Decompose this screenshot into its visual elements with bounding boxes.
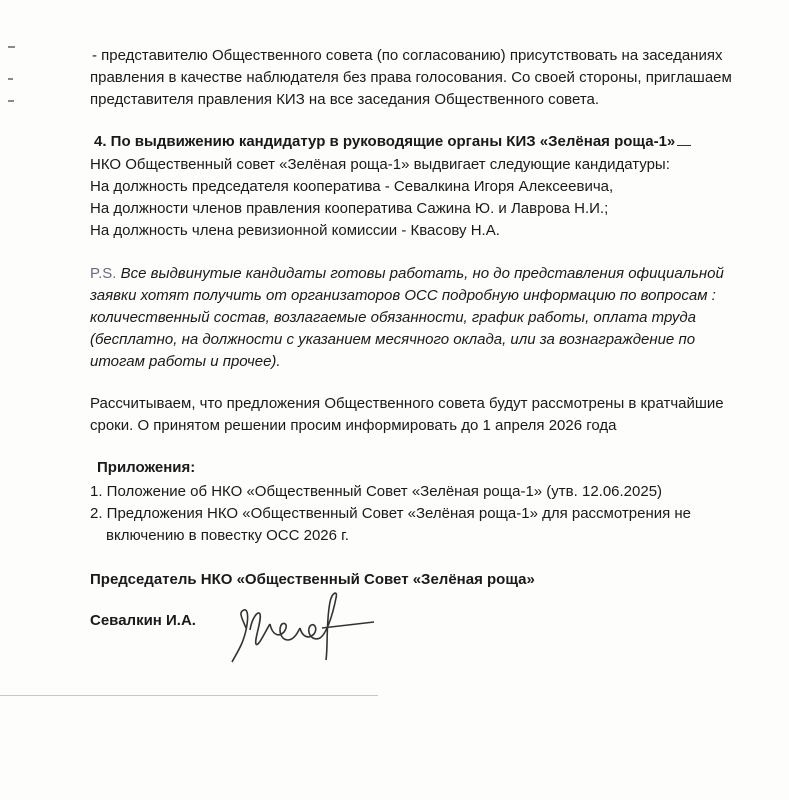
- attachment-item: 1. Положение об НКО «Общественный Совет «Зелёная роща-1» (утв. 12.06.2025): [90, 483, 663, 500]
- ps-line: заявки хотят получить от организаторов ОСС подробную информацию по вопросам :: [90, 287, 716, 304]
- ps-text: Все выдвинутые кандидаты готовы работать, но до представления официальной: [120, 265, 724, 282]
- signatory-title: Председатель НКО «Общественный Совет «Зелёная роща»: [90, 571, 535, 588]
- ps-label: P.S.: [90, 265, 117, 282]
- paragraph-line: представителя правления КИЗ на все заседания Общественного совета.: [90, 91, 600, 108]
- nomination-line: НКО Общественный совет «Зелёная роща-1» выдвигает следующие кандидатуры:: [90, 156, 670, 173]
- attachments-heading: Приложения:: [97, 459, 196, 476]
- paragraph-line: - представителю Общественного совета (по согласованию) присутствовать на заседаниях: [92, 47, 723, 64]
- signatory-name: Севалкин И.А.: [90, 612, 196, 629]
- nomination-line: На должности членов правления кооператива Сажина Ю. и Лаврова Н.И.;: [90, 200, 609, 217]
- scan-mark-1: [8, 46, 15, 48]
- ps-line: [90, 263, 724, 285]
- closing-line: сроки. О принятом решении просим информировать до 1 апреля 2026 года: [90, 417, 617, 434]
- nomination-line: На должность председателя кооператива - Севалкина Игоря Алексеевича,: [90, 178, 614, 195]
- ps-line: количественный состав, возлагаемые обязанности, график работы, оплата труда: [90, 309, 696, 326]
- heading-underline-mark: [677, 135, 691, 146]
- paragraph-line: правления в качестве наблюдателя без права голосования. Со своей стороны, приглашаем: [90, 69, 732, 86]
- attachment-item: 2. Предложения НКО «Общественный Совет «Зелёная роща-1» для рассмотрения не: [90, 505, 692, 522]
- footer-rule: [0, 695, 378, 696]
- signature-stroke: [270, 623, 300, 640]
- section-heading-text: 4. По выдвижению кандидатур в руководящие органы КИЗ «Зелёная роща-1»: [94, 133, 676, 150]
- ps-line: итогам работы и прочее).: [90, 353, 281, 370]
- signature-stroke: [232, 610, 248, 662]
- scan-mark-3: [8, 100, 14, 102]
- ps-line: (бесплатно, на должности с указанием месячного оклада, или за вознаграждение по: [90, 331, 696, 348]
- handwritten-signature: [228, 588, 378, 668]
- attachment-item-continuation: включению в повестку ОСС 2026 г.: [106, 527, 349, 544]
- scan-mark-2: [8, 78, 13, 80]
- signature-stroke: [250, 613, 270, 645]
- section-heading: [94, 131, 691, 153]
- nomination-line: На должность члена ревизионной комиссии - Квасову Н.А.: [90, 222, 500, 239]
- closing-line: Рассчитываем, что предложения Общественного совета будут рассмотрены в кратчайшие: [90, 395, 724, 412]
